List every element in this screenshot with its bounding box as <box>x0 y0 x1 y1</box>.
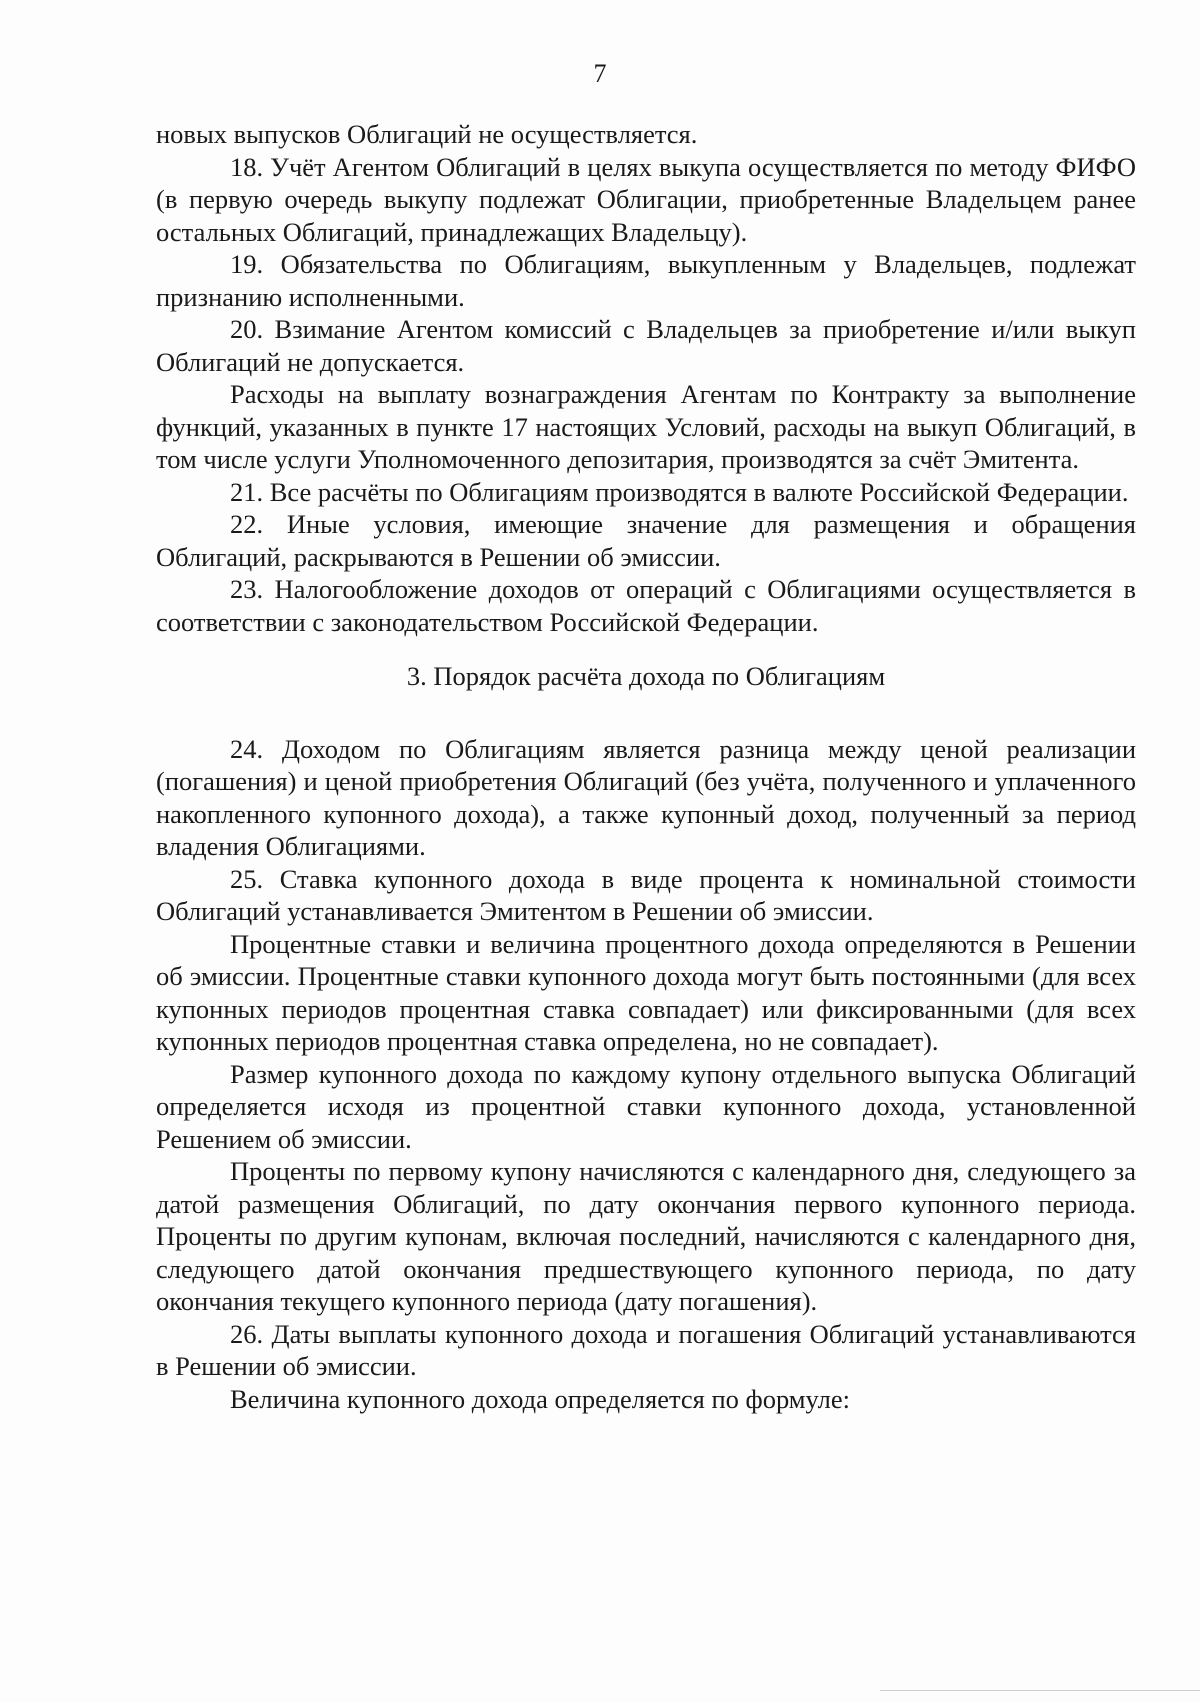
document-body <box>156 118 1136 1415</box>
paragraph-expenses: Расходы на выплату вознаграждения Агентам по Контракту за выполнение функций, указанных в пункте 17 настоящих Условий, расходы на выкуп Облигаций, в том числе услуги Уполномоченного депозитария, производятся за счёт Эмитента. <box>156 379 1136 474</box>
paragraph-interest-rates: Процентные ставки и величина процентного дохода определяются в Решении об эмиссии. Процентные ставки купонного дохода могут быть постоянными (для всех купонных периодов процентная ставка совпадает) или фиксированными (для всех купонных периодов процентная ставка определена, но не совпадает). <box>156 928 1136 1056</box>
page-number: 7 <box>593 59 607 88</box>
paragraph-continuation: новых выпусков Облигаций не осуществляется. <box>156 119 698 149</box>
paragraph-interest-accrual: Проценты по первому купону начисляются с календарного дня, следующего за датой размещения Облигаций, по дату окончания первого купонного периода. Проценты по другим купонам, включая последний, начисляются с календарного дня, следующего датой окончания предшествующего купонного периода, по дату окончания текущего купонного периода (дату погашения). <box>156 1156 1136 1316</box>
paragraph-19: 19. Обязательства по Облигациям, выкупленным у Владельцев, подлежат признанию исполненными. <box>156 249 1136 312</box>
paragraph-21: 21. Все расчёты по Облигациям производятся в валюте Российской Федерации. <box>230 476 1129 507</box>
section-heading: 3. Порядок расчёта дохода по Облигациям <box>406 661 886 691</box>
paragraph-20: 20. Взимание Агентом комиссий с Владельцев за приобретение и/или выкуп Облигаций не допускается. <box>156 314 1136 377</box>
paragraph-23: 23. Налогообложение доходов от операций с Облигациями осуществляется в соответствии с законодательством Российской Федерации. <box>156 574 1136 637</box>
paragraph-22: 22. Иные условия, имеющие значение для размещения и обращения Облигаций, раскрываются в Решении об эмиссии. <box>156 509 1136 572</box>
paragraph-25: 25. Ставка купонного дохода в виде процента к номинальной стоимости Облигаций устанавливается Эмитентом в Решении об эмиссии. <box>156 863 1136 926</box>
paragraph-formula-intro: Величина купонного дохода определяется по формуле: <box>230 1383 850 1414</box>
paragraph-24: 24. Доходом по Облигациям является разница между ценой реализации (погашения) и ценой приобретения Облигаций (без учёта, полученного и уплаченного накопленного купонного дохода), а также купонный доход, полученный за период владения Облигациями. <box>156 733 1136 861</box>
paragraph-coupon-size: Размер купонного дохода по каждому купону отдельного выпуска Облигаций определяется исходя из процентной ставки купонного дохода, установленной Решением об эмиссии. <box>156 1058 1136 1154</box>
scan-edge-line <box>880 1690 1200 1691</box>
paragraph-18: 18. Учёт Агентом Облигаций в целях выкупа осуществляется по методу ФИФО (в первую очередь выкупу подлежат Облигации, приобретенные Владельцем ранее остальных Облигаций, принадлежащих Владельцу). <box>156 151 1136 247</box>
paragraph-26: 26. Даты выплаты купонного дохода и погашения Облигаций устанавливаются в Решении об эмиссии. <box>156 1318 1136 1381</box>
